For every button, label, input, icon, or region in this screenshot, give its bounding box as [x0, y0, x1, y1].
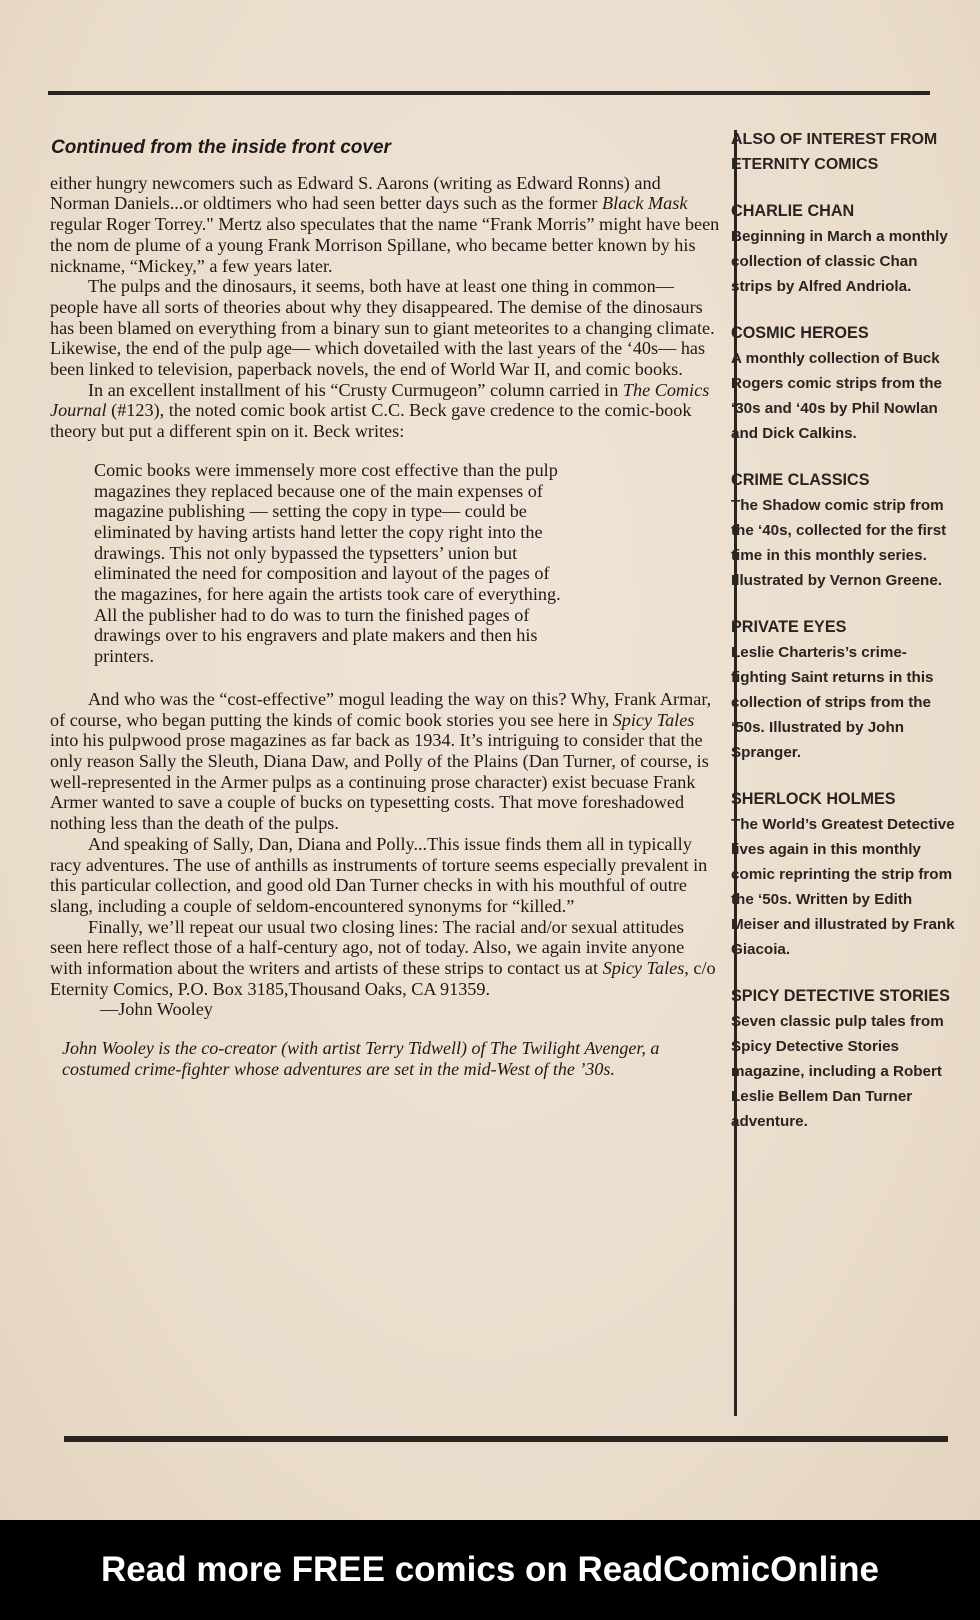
continued-heading: Continued from the inside front cover — [51, 137, 391, 158]
sidebar-entry — [731, 984, 956, 1134]
top-rule — [48, 91, 930, 95]
entry-description: Seven classic pulp tales from Spicy Detective Stories magazine, including a Robert Leslie Bellem Dan Turner adventure. — [731, 1013, 944, 1130]
entry-title: SHERLOCK HOLMES — [731, 790, 896, 808]
paragraph-5: And speaking of Sally, Dan, Diana and Polly...This issue finds them all in typically racy adventures. The use of anthills as instruments of torture seems especially prevalent in this particular collection, and good old Dan Turner checks in with his mouthful of outre slang, including a couple of seldom-encountered synonyms for “killed.” — [50, 833, 708, 916]
sidebar-entry — [731, 468, 956, 593]
entry-description: The Shadow comic strip from the ‘40s, collected for the first time in this monthly series. Illustrated by Vernon Greene. — [731, 497, 947, 589]
paragraph-4: And who was the “cost-effective” mogul leading the way on this? Why, Frank Armar, of course, who began putting the kinds of comic book stories you see here in Spicy Tales into his pulpwood prose magazines as far back as 1934. It’s intriguing to consider that the only reason Sally the Sleuth, Diana Daw, and Polly of the Plains (Dan Turner, of course, is well-represented in the Armer pulps as a continuing prose character) exist becuase Frank Armer wanted to save a couple of bucks on typesetting costs. That move foreshadowed nothing less than the death of the pulps. — [50, 688, 712, 834]
entry-description: The World’s Greatest Detective lives again in this monthly comic reprinting the strip from the ‘50s. Written by Edith Meiser and illustrated by Frank Giacoia. — [731, 816, 955, 958]
banner-text[interactable]: Read more FREE comics on ReadComicOnline — [101, 1550, 879, 1589]
sidebar-heading: ALSO OF INTEREST FROM ETERNITY COMICS — [731, 131, 938, 173]
entry-title: CRIME CLASSICS — [731, 471, 870, 489]
main-article — [50, 138, 720, 1080]
sidebar-entry — [731, 199, 956, 299]
paragraph-3: In an excellent installment of his “Crusty Curmugeon” column carried in The Comics Journal (#123), the noted comic book artist C.C. Beck gave credence to the comic-book theory but put a different spin on it. Beck writes: — [50, 379, 710, 442]
paragraph-1: either hungry newcomers such as Edward S. Aarons (writing as Edward Ronns) and Norman Daniels...or oldtimers who had seen better days such as the former Black Mask regular Roger Torrey." Mertz also speculates that the name “Frank Morris” might have been the nom de plume of a young Frank Morrison Spillane, who became better known by his nickname, “Mickey,” a few years later. — [50, 172, 720, 276]
entry-description: Beginning in March a monthly collection of classic Chan strips by Alfred Andriola. — [731, 228, 948, 295]
entry-title: PRIVATE EYES — [731, 618, 847, 636]
entry-title: SPICY DETECTIVE STORIES — [731, 987, 950, 1005]
sidebar-also-of-interest — [731, 127, 956, 1156]
paragraph-2: The pulps and the dinosaurs, it seems, both have at least one thing in common— people have all sorts of theories about why they disappeared. The demise of the dinosaurs has been blamed on everything from a binary sun to giant meteorites to a changing climate. Likewise, the end of the pulp age— which dovetailed with the last years of the ‘40s— has been linked to television, paperback novels, the end of World War II, and comic books. — [50, 276, 715, 380]
sidebar-entry — [731, 615, 956, 765]
bottom-rule — [64, 1436, 948, 1442]
author-bio: John Wooley is the co-creator (with artist Terry Tidwell) of The Twilight Avenger, a costumed crime-fighter whose adventures are set in the mid-West of the ’30s. — [62, 1038, 660, 1080]
signature: —John Wooley — [100, 999, 213, 1020]
entry-title: COSMIC HEROES — [731, 324, 869, 342]
promo-banner[interactable] — [0, 1520, 980, 1620]
entry-description: Leslie Charteris’s crime-fighting Saint returns in this collection of strips from the ‘50s. Illustrated by John Spranger. — [731, 644, 934, 761]
paragraph-6: Finally, we’ll repeat our usual two closing lines: The racial and/or sexual attitudes seen here reflect those of a half-century ago, not of today. Also, we again invite anyone with information about the writers and artists of these strips to contact us at Spicy Tales, c/o Eternity Comics, P.O. Box 3185,Thousand Oaks, CA 91359. — [50, 916, 716, 999]
entry-title: CHARLIE CHAN — [731, 202, 855, 220]
sidebar-entry — [731, 787, 956, 962]
sidebar-entry — [731, 321, 956, 446]
entry-description: A monthly collection of Buck Rogers comic strips from the ‘30s and ‘40s by Phil Nowlan and Dick Calkins. — [731, 350, 942, 442]
block-quote: Comic books were immensely more cost effective than the pulp magazines they replaced because one of the main expenses of magazine publishing — setting the copy in type— could be eliminated by having artists hand letter the copy right into the drawings. This not only bypassed the typsetters’ union but eliminated the need for composition and layout of the pages of the magazines, for here again the artists took care of everything. All the publisher had to do was to turn the finished pages of drawings over to his engravers and plate makers and then his printers. — [94, 459, 561, 667]
